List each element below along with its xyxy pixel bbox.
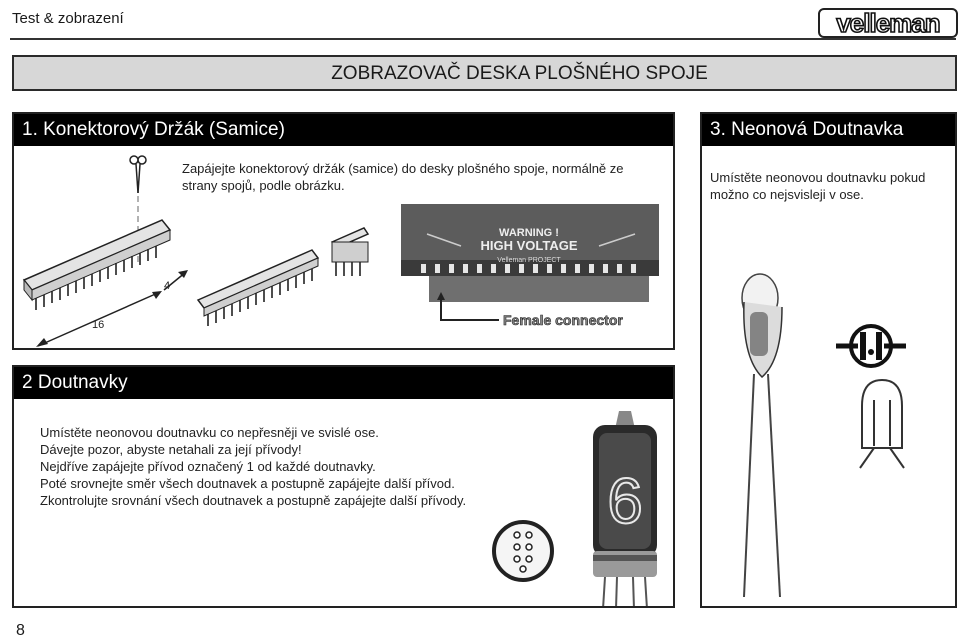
section2-line: Umístěte neonovou doutnavku co nepřesněji ve svislé ose. <box>40 425 379 440</box>
pcb-photo <box>399 204 664 344</box>
header-rule <box>10 38 956 40</box>
dim-long-label: 16 <box>92 319 105 331</box>
short-header-strip <box>332 228 368 262</box>
tube-outline-icon <box>852 376 912 476</box>
tube-pin-diagram <box>491 519 555 583</box>
dim-short-label: 4 <box>164 280 171 292</box>
pcb-small-text: Velleman PROJECT <box>497 257 561 264</box>
section2-line: Nejdříve zapájejte přívod označený 1 od každé doutnavky. <box>40 459 376 474</box>
pcb-voltage-text: HIGH VOLTAGE <box>480 238 578 253</box>
header-title: Test & zobrazení <box>12 10 124 27</box>
neon-bulb-photo <box>722 262 812 602</box>
pcb-warning-text: WARNING ! <box>499 227 559 239</box>
medium-header-strip <box>198 250 318 316</box>
nixie-tube-photo <box>579 411 675 608</box>
brand-text: velleman <box>836 8 940 38</box>
section3-text-line2: možno co nejsvisleji v ose. <box>710 187 864 202</box>
section2-heading: 2 Doutnavky <box>14 367 673 399</box>
velleman-logo <box>818 6 958 40</box>
neon-lamp-symbol-icon <box>836 322 906 370</box>
section3-text <box>710 169 955 203</box>
tube-digit: 6 <box>607 465 643 537</box>
section-nixie-tubes <box>12 365 675 608</box>
section1-text-line2: strany spojů, podle obrázku. <box>182 178 345 193</box>
connector-illustration <box>14 148 394 348</box>
page-number: 8 <box>16 622 25 639</box>
banner-title: ZOBRAZOVAČ DESKA PLOŠNÉHO SPOJE <box>331 63 708 84</box>
title-banner <box>12 55 957 91</box>
section1-heading: 1. Konektorový Držák (Samice) <box>14 114 673 146</box>
section3-text-line1: Umístěte neonovou doutnavku pokud <box>710 170 926 185</box>
section2-line: Dávejte pozor, abyste netahali za její přívody! <box>40 442 302 457</box>
scissors-icon <box>130 156 146 193</box>
section3-heading: 3. Neonová Doutnavka <box>702 114 955 146</box>
section-neon-bulb <box>700 112 957 608</box>
female-connector-label: Female connector <box>503 312 623 328</box>
section-connector-holder <box>12 112 675 350</box>
section2-line: Poté srovnejte směr všech doutnavek a postupně zapájejte další přívod. <box>40 476 455 491</box>
section1-text-line1: Zapájejte konektorový držák (samice) do desky plošného spoje, normálně ze <box>182 161 624 176</box>
section2-line: Zkontrolujte srovnání všech doutnavek a postupně zapájejte další přívody. <box>40 493 467 508</box>
section2-text <box>40 424 580 509</box>
